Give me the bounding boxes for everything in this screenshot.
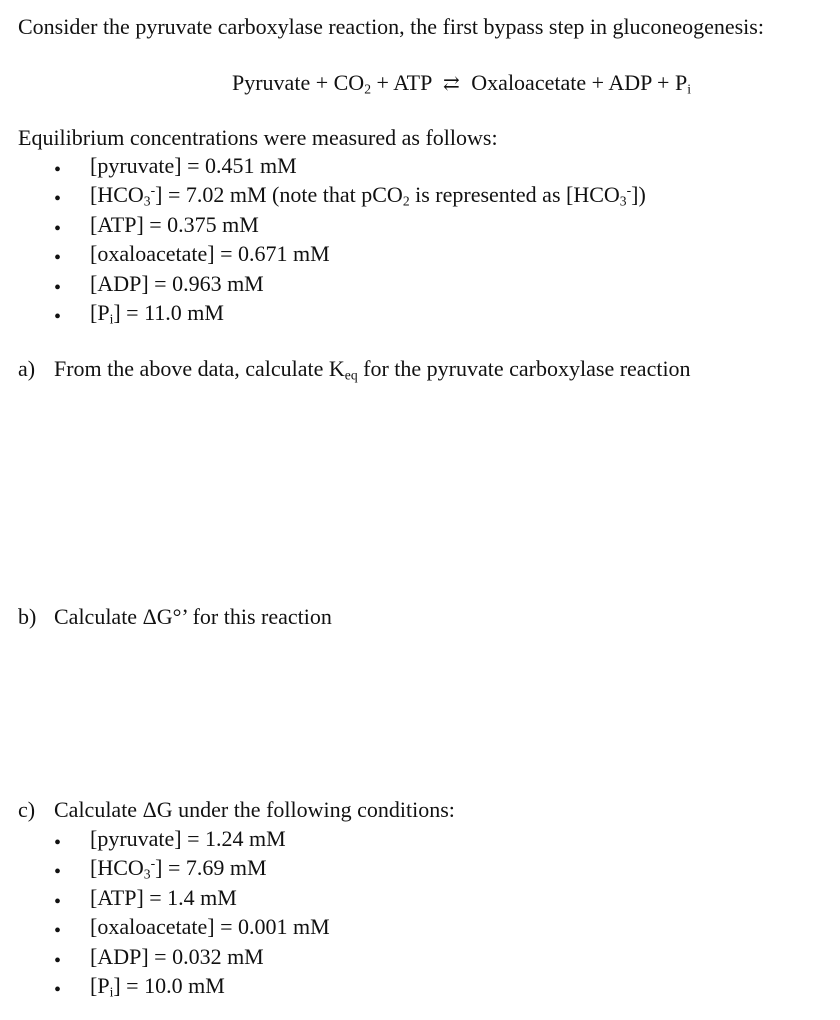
question-a-label: a) xyxy=(18,356,36,381)
bullet-icon: • xyxy=(54,305,62,328)
product-oxaloacetate: Oxaloacetate xyxy=(471,70,587,95)
list-item: • [ATP] = 0.375 mM xyxy=(54,211,259,240)
list-item: • [pyruvate] = 1.24 mM xyxy=(54,826,286,854)
bullet-icon: • xyxy=(54,890,62,913)
reaction-equation xyxy=(232,70,691,97)
bullet-icon: • xyxy=(54,949,62,972)
question-c-label: c) xyxy=(18,797,36,822)
bullet-icon: • xyxy=(54,832,62,854)
question-c: c) Calculate ΔG under the following conditions: xyxy=(18,797,455,822)
conditions-list xyxy=(54,826,330,1002)
product-adp: ADP xyxy=(608,70,652,95)
list-item: • [oxaloacetate] = 0.001 mM xyxy=(54,914,330,943)
bullet-icon: • xyxy=(54,276,62,299)
list-item: • [ADP] = 0.963 mM xyxy=(54,270,264,299)
plus-sign: + xyxy=(591,70,605,95)
reactant-co2: $CO_2$ xyxy=(333,70,371,97)
bullet-icon: • xyxy=(54,978,62,1001)
question-b: b) Calculate ΔG°’ for this reaction xyxy=(18,604,332,629)
question-b-label: b) xyxy=(18,604,37,629)
intro-text: Consider the pyruvate carboxylase reaction, the first bypass step in gluconeogenesis: xyxy=(18,14,764,39)
bullet-icon: • xyxy=(54,188,62,211)
list-item: • $[HCO_3^-] = 7.69$ mM xyxy=(54,855,267,884)
list-item: • [ATP] = 1.4 mM xyxy=(54,884,237,913)
list-item: • [pyruvate] = 0.451 mM xyxy=(54,153,297,181)
list-item: • $[P_i] = 11.0$ mM xyxy=(54,299,224,328)
bullet-icon: • xyxy=(54,861,62,884)
list-item: • $[HCO_3^-] = 7.02$ mM (note that pCO$_2$ is represented as $[HCO_3^-]$) xyxy=(54,182,646,211)
list-item: • [oxaloacetate] = 0.671 mM xyxy=(54,241,330,270)
bullet-icon: • xyxy=(54,217,62,240)
reactant-atp: ATP xyxy=(393,70,432,95)
plus-sign: + xyxy=(657,70,670,95)
bullet-icon: • xyxy=(54,247,62,270)
plus-sign: + xyxy=(315,70,329,95)
plus-sign: + xyxy=(376,70,389,95)
equilibrium-heading: Equilibrium concentrations were measured as follows: xyxy=(18,125,498,150)
equilibrium-arrow-icon: ⇄ xyxy=(443,73,460,95)
bullet-icon: • xyxy=(54,159,62,181)
question-a: a) From the above data, calculate $K_{eq}$ for the pyruvate carboxylase reaction xyxy=(18,356,691,383)
product-pi: $P_i$ xyxy=(674,70,691,97)
list-item: • [ADP] = 0.032 mM xyxy=(54,943,264,972)
list-item: • $[P_i] = 10.0$ mM xyxy=(54,972,225,1001)
equilibrium-list xyxy=(54,153,646,329)
bullet-icon: • xyxy=(54,920,62,943)
reactant-pyruvate: Pyruvate xyxy=(232,70,311,95)
